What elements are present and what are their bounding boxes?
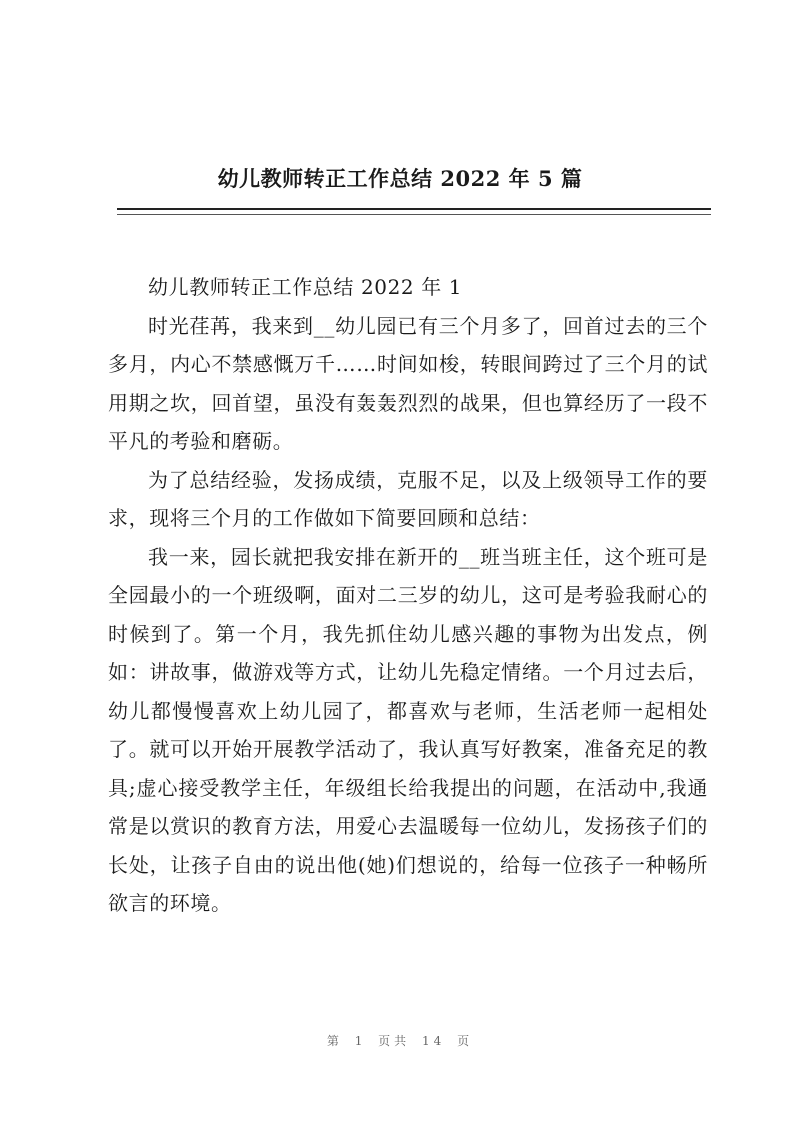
page-footer [0, 1032, 800, 1049]
paragraph: 时光荏苒，我来到__幼儿园已有三个月多了，回首过去的三个多月，内心不禁感慨万千……时间如梭，转眼间跨过了三个月的试用期之坎，回首望，虽没有轰轰烈烈的战果，但也算经历了一段不平凡的考验和磨砺。 [108, 313, 708, 453]
footer-middle: 页共 [378, 1034, 411, 1048]
footer-prefix: 第 [326, 1034, 343, 1048]
footer-current-page: 1 [354, 1034, 367, 1048]
footer-total-pages: 14 [422, 1034, 446, 1048]
section-heading: 幼儿教师转正工作总结 2022 年 1 [148, 275, 463, 299]
footer-suffix: 页 [457, 1034, 474, 1048]
title-divider-thick [117, 208, 711, 210]
title-divider-thin [117, 214, 711, 215]
paragraph: 为了总结经验，发扬成绩，克服不足，以及上级领导工作的要求，现将三个月的工作做如下简要回顾和总结： [108, 467, 708, 530]
document-title: 幼儿教师转正工作总结 2022 年 5 篇 [217, 166, 583, 191]
paragraph: 我一来，园长就把我安排在新开的__班当班主任，这个班可是全园最小的一个班级啊，面对二三岁的幼儿，这可是考验我耐心的时候到了。第一个月，我先抓住幼儿感兴趣的事物为出发点，例如：讲故事，做游戏等方式，让幼儿先稳定情绪。一个月过去后，幼儿都慢慢喜欢上幼儿园了，都喜欢与老师，生活老师一起相处了。就可以开始开展教学活动了，我认真写好教案，准备充足的教具;虚心接受教学主任，年级组长给我提出的问题，在活动中,我通常是以赏识的教育方法，用爱心去温暖每一位幼儿，发扬孩子们的长处，让孩子自由的说出他(她)们想说的，给每一位孩子一种畅所欲言的环境。 [108, 544, 708, 915]
document-body [108, 268, 708, 923]
